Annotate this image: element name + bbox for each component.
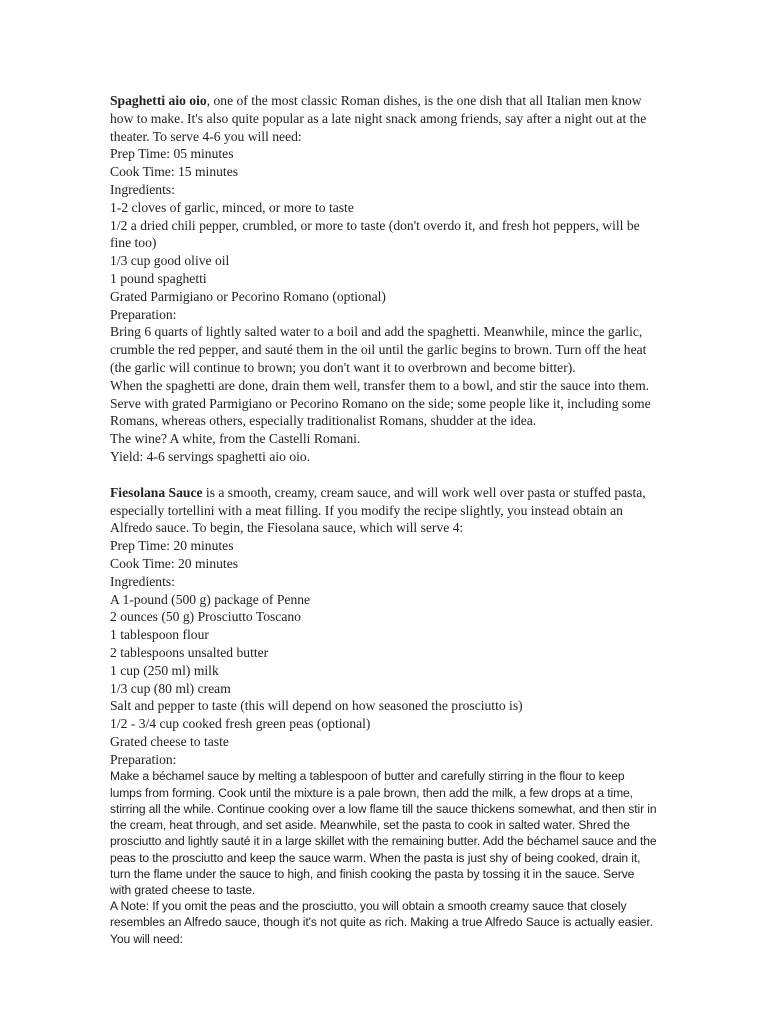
intro-text: is a smooth, creamy, cream sauce, and will work well over pasta or stuffed pasta, especially tortellini with a meat filling. If you modify the recipe slightly, you instead obtain an Alfredo sauce. To begin, the Fiesolana sauce, which will serve 4: <box>110 484 646 536</box>
text-line: Preparation: <box>110 306 177 322</box>
text-line: 1/3 cup good olive oil <box>110 253 230 269</box>
text-line: When the spaghetti are done, drain them well, transfer them to a bowl, and stir the sauce into them. Serve with grated Parmigiano or Pecorino Romano on the side; some people like it, including some Romans, whereas others, especially traditionalist Romans, shudder at the idea. <box>110 377 651 429</box>
text-line: Yield: 4-6 servings spaghetti aio oio. <box>110 448 311 464</box>
text-line: Preparation: <box>110 751 177 767</box>
text-line: Ingredients: <box>110 181 175 197</box>
text-line: 1-2 cloves of garlic, minced, or more to taste <box>110 199 354 215</box>
preparation-text <box>110 768 658 946</box>
text-line: 2 tablespoons unsalted butter <box>110 644 269 660</box>
recipe-lines <box>110 145 658 465</box>
recipe-intro <box>110 484 658 537</box>
text-line: Make a béchamel sauce by melting a tablespoon of butter and carefully stirring in the flour to keep lumps from forming. Cook until the mixture is a pale brown, then add the milk, a few drops at a time, stirring all the while. Continue cooking over a low flame till the sauce thickens somewhat, and then stir in the cream, heat through, and set aside. Meanwhile, set the pasta to cook in salted water. Shred the prosciutto and lightly sauté it in a large skillet with the remaining butter. Add the béchamel sauce and the peas to the prosciutto and keep the sauce warm. When the pasta is just shy of being cooked, drain it, turn the flame under the sauce to high, and finish cooking the pasta by tossing it in the sauce. Serve with grated cheese to taste. <box>110 769 657 897</box>
text-line: 1/2 a dried chili pepper, crumbled, or more to taste (don't overdo it, and fresh hot peppers, will be fine too) <box>110 217 640 251</box>
text-line: Cook Time: 15 minutes <box>110 164 239 180</box>
text-line: 1/3 cup (80 ml) cream <box>110 680 231 696</box>
text-line: A 1-pound (500 g) package of Penne <box>110 591 311 607</box>
text-line: Grated Parmigiano or Pecorino Romano (optional) <box>110 288 386 304</box>
recipe-fiesolana-sauce <box>110 484 658 947</box>
text-line: 1 tablespoon flour <box>110 627 209 643</box>
text-line: Ingredients: <box>110 573 175 589</box>
intro-text: , one of the most classic Roman dishes, is the one dish that all Italian men know how to make. It's also quite popular as a late night snack among friends, say after a night out at the theater. To serve 4-6 you will need: <box>110 93 647 144</box>
text-line: 1/2 - 3/4 cup cooked fresh green peas (optional) <box>110 716 371 732</box>
recipe-title: Spaghetti aio oio <box>110 93 207 108</box>
text-line: 2 ounces (50 g) Prosciutto Toscano <box>110 609 301 625</box>
recipe-lines <box>110 537 658 768</box>
text-line: Prep Time: 20 minutes <box>110 538 234 554</box>
text-line: Prep Time: 05 minutes <box>110 146 234 162</box>
text-line: Salt and pepper to taste (this will depend on how seasoned the prosciutto is) <box>110 698 523 714</box>
text-line: Cook Time: 20 minutes <box>110 555 239 571</box>
recipe-title: Fiesolana Sauce <box>110 484 203 500</box>
text-line: Bring 6 quarts of lightly salted water to a boil and add the spaghetti. Meanwhile, mince the garlic, crumble the red pepper, and sauté them in the oil until the garlic begins to brown. Turn off the heat (the garlic will continue to brown; you don't want it to overbrown and become bitter). <box>110 324 647 375</box>
recipe-spaghetti-aio-oio <box>110 92 658 466</box>
text-line: 1 cup (250 ml) milk <box>110 662 219 678</box>
recipe-intro <box>110 92 658 145</box>
document-page <box>110 92 658 947</box>
text-line: A Note: If you omit the peas and the prosciutto, you will obtain a smooth creamy sauce that closely resembles an Alfredo sauce, though it's not quite as rich. Making a true Alfredo Sauce is actually easier. You will need: <box>110 899 653 946</box>
text-line: The wine? A white, from the Castelli Romani. <box>110 431 361 447</box>
text-line: 1 pound spaghetti <box>110 270 207 286</box>
text-line: Grated cheese to taste <box>110 733 229 749</box>
